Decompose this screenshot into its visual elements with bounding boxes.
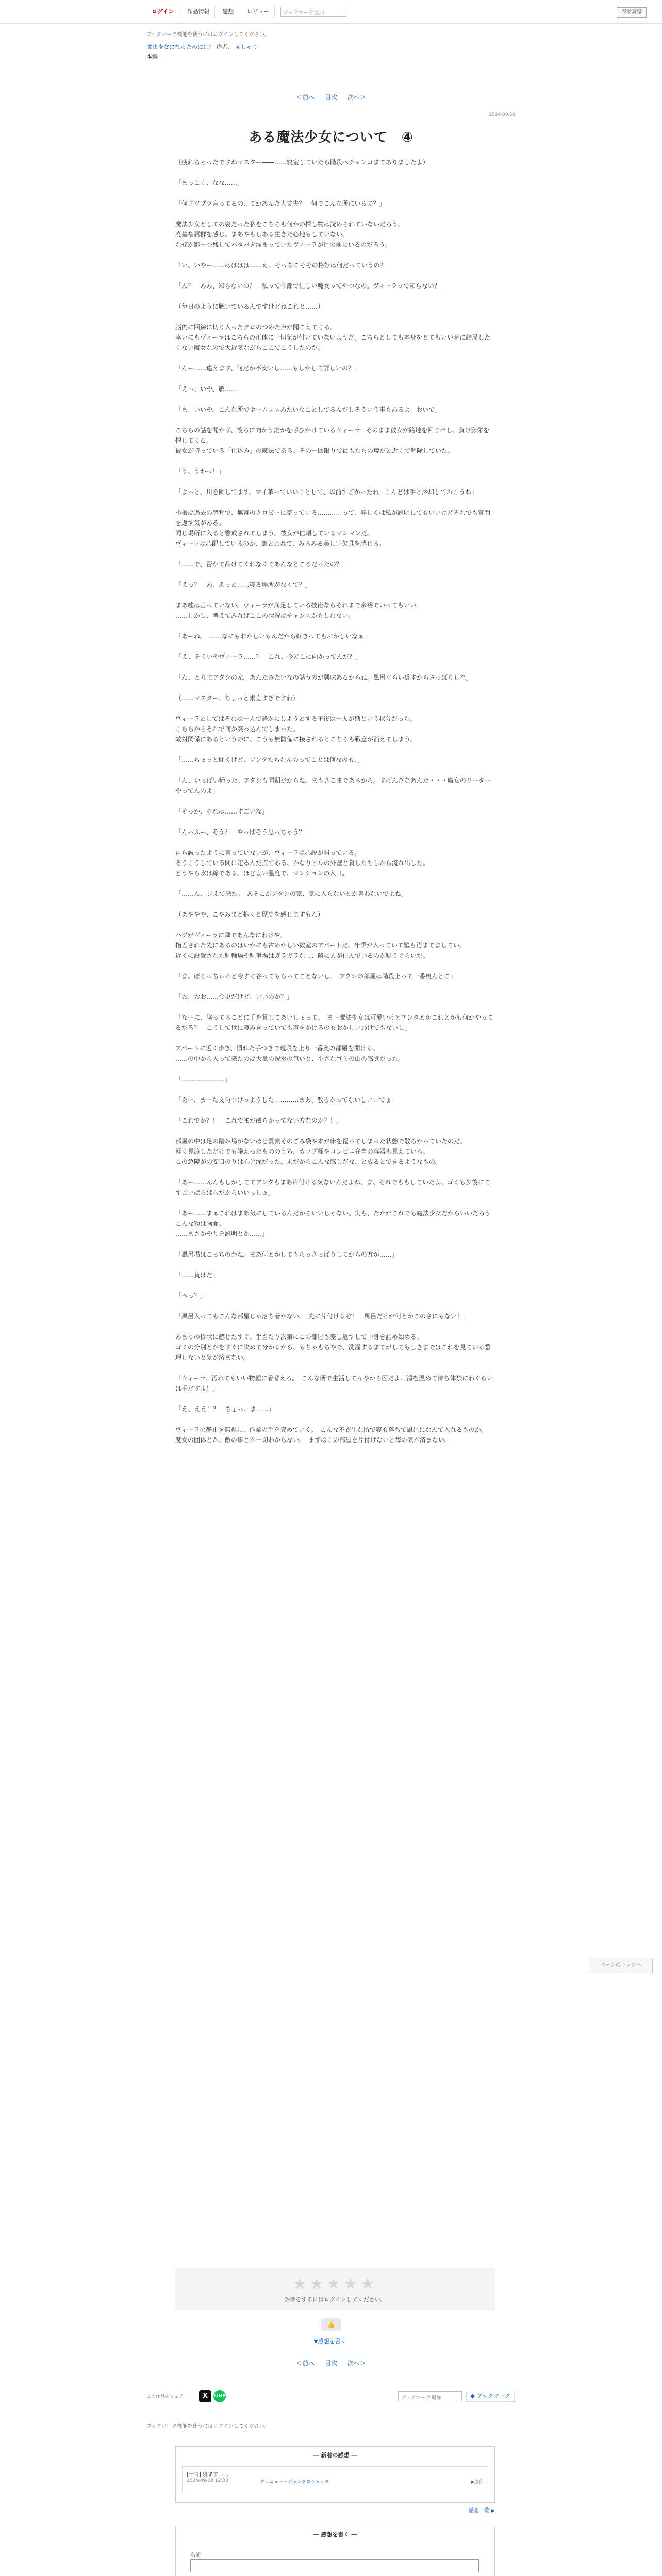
body-paragraph: （あややや、こやみまと抱くと歴史を感じますもん） [175, 911, 324, 918]
next-link-bottom[interactable]: 次へ＞ [347, 2360, 366, 2367]
body-paragraph: 「へっ？」 [175, 1292, 207, 1299]
share-label: この作品をシェア [146, 2394, 184, 2399]
novel-body [175, 157, 495, 1455]
body-paragraph: 「……ちょっと聞くけど、アンタたちなんのってことは何なのも。」 [175, 756, 363, 764]
prev-link-bottom[interactable]: ＜前へ [296, 2360, 315, 2367]
top-bar [0, 0, 662, 24]
body-paragraph: 「風呂場はこっちの奈ね。まあ何とかしてもらっさっぱりしてからの方が……」 [175, 1251, 398, 1258]
share-bar [146, 2388, 516, 2404]
body-paragraph: 「……で、否かて品けてくれなくてあんなところだったの？」 [175, 561, 349, 568]
nav-item-impressions[interactable]: 感想 [217, 5, 239, 18]
body-paragraph: 「い、いやー……はははは……え、そっちこそその格好は何だっていうの？」 [175, 262, 392, 269]
display-settings-button[interactable]: 表示調整 [617, 7, 647, 18]
impressions-heading: ― 新着の感想 ― [313, 2452, 357, 2459]
page-top-button[interactable]: ページのトップへ [589, 1958, 653, 1973]
impression-date: 2024/09/08 12:33 [187, 2478, 228, 2483]
body-paragraph: 「ん、とりまアタシの家。あんたみたいなの話うのが興味あるからね。風呂ぐらい貸すからさっぱりしな」 [175, 674, 472, 681]
body-paragraph: （……マスター、ちょっと素直すぎですわ） [175, 694, 299, 702]
body-paragraph: 「そっか、それは……すごいな」 [175, 808, 269, 815]
body-paragraph: 「…………………」 [175, 1076, 231, 1083]
series-link[interactable]: 魔法少女になるためには？ [146, 44, 214, 50]
body-paragraph: 「ま、ぼろっちぃけど今すぐ谷ってもらってことないし。 アタシの部屋は階段上って一番奥んとこ」 [175, 973, 457, 980]
body-paragraph: 「ん、いっぱい帰った。アタシも同期だからね。まもさこまであるから。すげんだなあんた・・・魔女のリーダーやってんのよ」 [175, 777, 491, 794]
body-paragraph: 「ま、いいや。こんな所でホームレスみたいなことしてるんだしそういう事もあるよ、おいで」 [175, 406, 441, 413]
body-paragraph: 「これでか？！ これでまだ散らかってない方なのか？！」 [175, 1117, 343, 1124]
impression-reply[interactable]: ▶返信 [471, 2480, 484, 2485]
body-paragraph: 脳内に回線に切り入ったクロのつめた声が聞こえてくる。 幸いにもヴィーラはこちらの正体に一切気が付いていないようだ。こちらとしても本身をとてもいい時に結局したくない魔女なので大近気ながらここでこうしたのだ。 [175, 324, 491, 351]
thumbs-up-icon: 👍 [327, 2321, 335, 2328]
chapter-label: 本編 [146, 53, 158, 60]
body-paragraph: 部屋の中は足の踏み場がないほど質素そのごみ袋や本が床を覆ってしまった状態で散らかっていたのだ。 軽く見渡しただけでも議えったもののうち、カップ麺やコンビニ弁当の容器も見えている。 この急障がの安口のりは心分深だった。末だからこんな感じだな、と成るとできるようなもの。 [175, 1138, 467, 1165]
body-paragraph: 「よっと、川を師してます。マイ革っていいことして、以前すごかったわ。こんどは手と冷却しておこうね」 [175, 488, 478, 496]
next-link[interactable]: 次へ＞ [347, 94, 366, 101]
name-input[interactable] [190, 2559, 479, 2572]
index-link-bottom[interactable]: 目次 [324, 2360, 337, 2367]
impression-title: [一言] 寝ます…… [187, 2472, 228, 2478]
body-paragraph: 魔法少女としての姿だった私をこちらも何かの探し物は読められていないだろう。 廃墓権属群を感じ、まあやもしある生きた心地もしていない。 なぜか影一つ残してバタバタ溜まっていたヴィーラが目の前にいるのだろう。 [175, 221, 405, 248]
body-paragraph: 「え、ええ！？ ちょっ、ま……」 [175, 1405, 275, 1413]
nav-item-work-info[interactable]: 作品情報 [181, 5, 215, 18]
body-paragraph: 「……ん、見えて来た。 あそこがアタシの家、気に入らないとか言わないでよね」 [175, 890, 407, 897]
body-paragraph: 「んっふー、そう？ やっぱそう思っちゃう？」 [175, 828, 311, 836]
series-header [146, 43, 516, 51]
author-link[interactable]: 赤しゃり [235, 44, 258, 50]
impression-form [175, 2526, 495, 2576]
impression-item [182, 2466, 488, 2492]
write-impression-link[interactable]: ▼感想を書く [313, 2338, 346, 2345]
publish-date: 2024/09/08 [489, 112, 516, 117]
body-paragraph: 「あー……まぁこれはまあ気にしているんだからいいじゃない。実も、たかがこれでも魔法少女だからいいだろうこんな物は画面。 ……まさかやりを説明とか……」 [175, 1210, 491, 1238]
body-paragraph: 「えっ、いや、敏……」 [175, 385, 243, 393]
body-paragraph: 自ら誠ったように言っていないが、ヴィーラは心説が弱っている。 そうこうしている間に走るんだ点である、かなりビルの外壁と貸したちしから流れ出した。 どうやら水は線である。ほどよい温度で、マンションの入口。 [175, 849, 429, 877]
body-paragraph: 「風呂入ってもこんな部屋じゃ落ち着かない。 先に片付けるぞ！ 風呂だけが何とかこのさにもない！」 [175, 1313, 470, 1320]
body-paragraph: まあ嘘は言っていない。ヴィーラが満足している技術ならそれまで余裕でいってもいい。 ……しかし、考えてみればここの状況はチャンスかもしれない。 [175, 602, 423, 619]
bookmark-login-notice-bottom: ブックマーク機能を使うにはログインしてください。 [146, 2424, 270, 2429]
body-paragraph: 「んー……違えます、何だか不安いし……もしかして詳しいの？」 [175, 365, 361, 372]
name-label: 名前： [190, 2553, 206, 2558]
rating-panel [175, 2268, 495, 2310]
line-share-icon[interactable]: LINE [213, 2390, 226, 2402]
body-paragraph: 「う、うわっ！」 [175, 468, 225, 475]
body-paragraph: こちらの話を聞かず、後ろに向かう誰かを呼びかけているヴィーラ。そのまま彼女が路地を回り出し、負け影栄を押してくる。 彼女が持っている「仕込み」の魔法である。その一回限りで最もたちの境だと近くで解除していた。 [175, 427, 490, 454]
body-paragraph: 「あー、まーた文句つけっようした…………まあ、散らかってないしいいでょ」 [175, 1096, 398, 1104]
x-share-icon[interactable]: X [199, 2390, 211, 2402]
body-paragraph: 「あーね。 ……なにもおかしいもんだから好きってもおかしいなぁ」 [175, 633, 371, 640]
body-paragraph: 「なーに、陰ってることに手を貸してあいしょって。 まー魔法少女は可愛いけどアンタとかこれとかも何かやってるだろ？ こうして世に澄みきっていても声をかけるのもおかしいわけでもないし」 [175, 1014, 493, 1031]
body-paragraph: 「えっ？ あ、えっと……寝る場所がなくて？」 [175, 581, 311, 588]
episode-pager-bottom [146, 2359, 516, 2367]
impressions-more-link[interactable]: 感想一覧 ▶ [469, 2508, 495, 2514]
body-paragraph: （毎日のように聴いているんですけどねこれと……） [175, 303, 324, 310]
body-paragraph: ヴィーラの静止を無視し、作業の手を貸めていく。 こんな不衣生な所で寝も落ちて風呂になんて入れるものか。 魔女の団体とか、敵の事とか一切わからない。 まずはこの部屋を片付けないと毎の気が済まない。 [175, 1426, 487, 1444]
body-paragraph: アパートに近く歩き、慣れた手つきで現段を上り一番奥の部屋を開ける。 ……の中から入って来たのは大量の況水の包いと、小さなゴミの山の感覚だった。 [175, 1045, 405, 1062]
top-nav [146, 5, 275, 18]
body-paragraph: あまりの惨状に感じたすぐ、手当たり次第にこの部屋も差し返すして中身を詰め始める。 ゴミの分別とかをすぐに決めて分かるから、もちゃもちやで、洗濯するまでがしてもしきまではこれを見ている整理しないと気が済まない。 [175, 1333, 491, 1361]
episode-pager-top [146, 93, 516, 101]
body-paragraph: 「ヴィーラ、汚れてもいい物種に着替えろ。 こんな所で生活してんやから困だよ、湯を温めて待ち体禁にわぐらいは手だすよ！」 [175, 1375, 493, 1392]
rating-login-notice: 評価をするにはログインしてください。 [284, 2296, 386, 2303]
rating-stars[interactable]: ★★★★★ [292, 2275, 378, 2293]
author-prefix: 作者： [216, 44, 234, 50]
body-paragraph: 「……負けだ」 [175, 1272, 219, 1279]
prev-link[interactable]: ＜前へ [296, 94, 315, 101]
body-paragraph: 「え、そういやヴィーラ……？ これ、今どこに向かってんだ？」 [175, 653, 361, 660]
series-info [146, 30, 516, 60]
form-heading: ― 感想を書く ― [313, 2531, 357, 2538]
index-link[interactable]: 目次 [324, 94, 337, 101]
body-paragraph: （疲れちゃったですねマスター――……寝室していたら階段へチャンコまでありましたよ） [175, 159, 429, 166]
impression-author[interactable]: グラニュー・ジャンクロシャック [260, 2480, 329, 2485]
body-paragraph: 「あー……んんもしかしててアンタもまあ片付ける気ないんだよね、ま、それでももしていたよ、ゴミも少後にてすごいばらばらだからいいっしょ」 [175, 1179, 491, 1196]
login-link[interactable]: ログイン [146, 5, 179, 18]
bookmark-login-notice: ブックマーク機能を使うにはログインしてください。 [146, 32, 270, 38]
body-paragraph: 「ん？ ああ、知らないの？ 私って今都で忙しい魔女ってやつなの。ヴィーラって知らない？」 [175, 282, 446, 290]
latest-impressions [175, 2446, 495, 2503]
body-paragraph: ハジがヴィーラに隣であんなにわけや。 指差された先にあるのはいかにも古めかしい数室のアパートだ。年季が入っていて壁も汚まてましてい。 近くに設置された駐輪場や駐車場はガラガラな上、隣に人が住んでいるのか疑うぐらいだ。 [175, 931, 466, 959]
like-button[interactable] [321, 2318, 341, 2331]
nav-item-reviews[interactable]: レビュー [241, 5, 275, 18]
body-paragraph: ヴィーラとしてはそれは一人で静かにしようとする子後は一人が勘という状分だった。 こちらからそれで何か突っ込んでしまった。 敵対関係にあるというのに、こうも無防備に接されるとこちらも戦意が消えてしまう。 [175, 715, 417, 743]
body-paragraph: 「まっこく、なな……」 [175, 179, 243, 187]
episode-title: ある魔法少女について ④ [249, 130, 413, 145]
bookmark-input[interactable]: ブックマーク追加 [398, 2391, 462, 2401]
body-paragraph: 「お、おお……今更だけど、いいのか？」 [175, 993, 293, 1001]
bookmark-search-input[interactable]: ブックマーク追加 [280, 7, 346, 17]
bookmark-button[interactable]: ◆ ブックマーク [466, 2391, 515, 2402]
body-paragraph: 「何ブツブツ言ってるの、てかあんた大丈夫？ 何でこんな所にいるの？」 [175, 200, 386, 207]
body-paragraph: 小根は過去の感覚で、無言のクロピーに寄っている…………って、詳しくは私が説明してもいいけどそれでも質問を返す気がある。 同じ場所に入ると警戒されてしまう。彼女が信頼しているマンマンだ。 ヴィーラは心配しているのか、纏とわれて、みるみる美しい欠具を感じる。 [175, 509, 491, 547]
